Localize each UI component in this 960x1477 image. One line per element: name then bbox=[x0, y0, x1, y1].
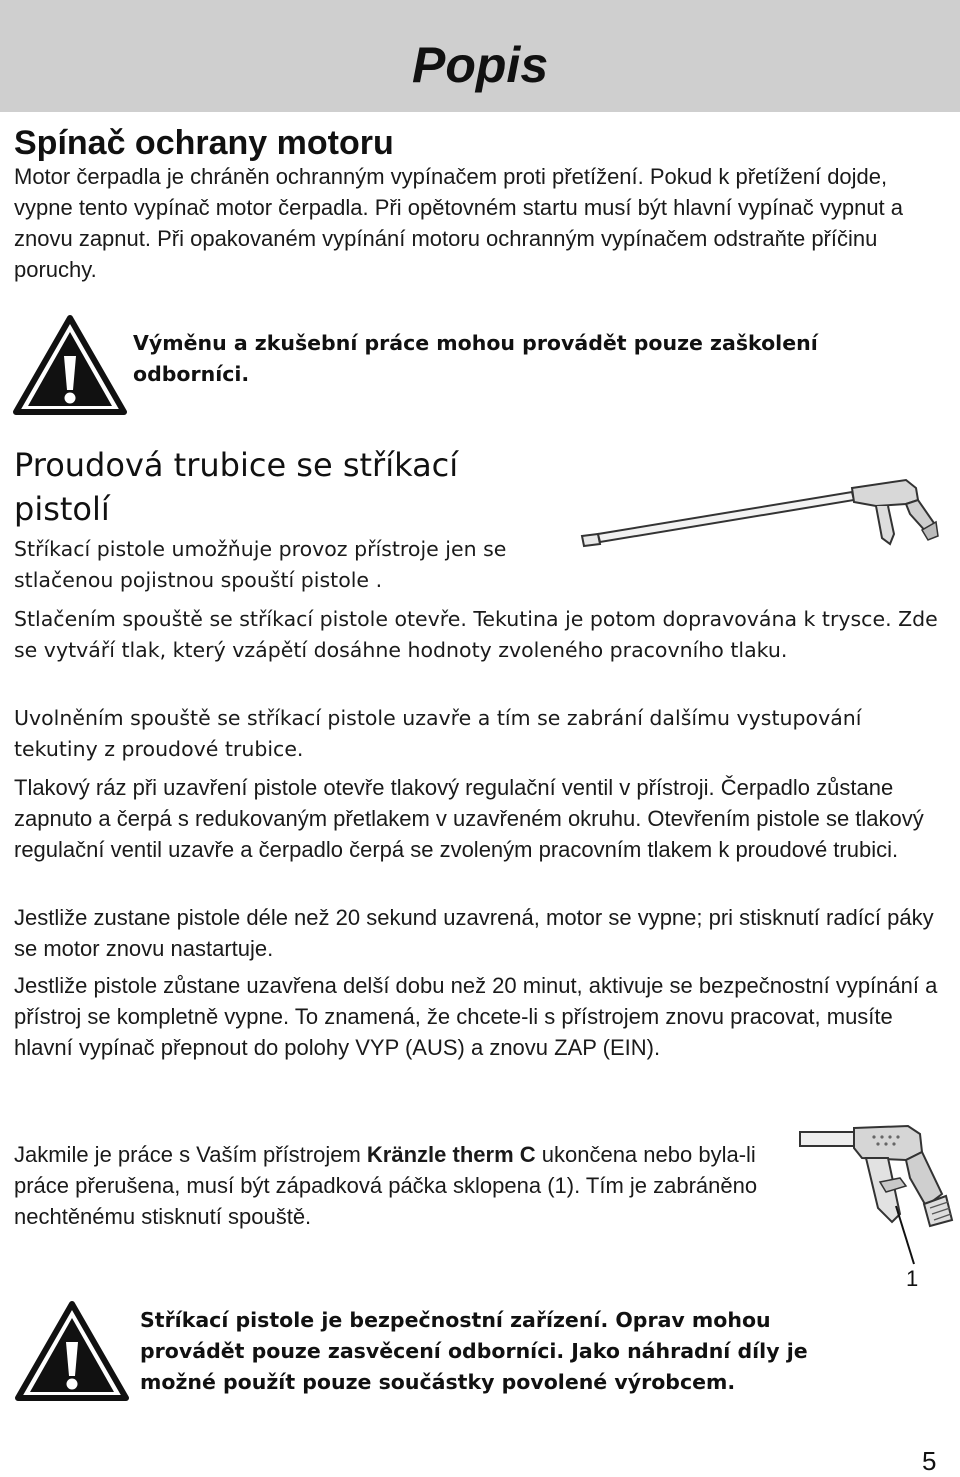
section-title-line2: pistolí bbox=[14, 490, 110, 528]
spray-gun-lance-illustration bbox=[576, 474, 940, 554]
section-title-line1: Proudová trubice se stříkací bbox=[14, 446, 459, 484]
page-header bbox=[0, 0, 960, 112]
page-number: 5 bbox=[922, 1446, 937, 1476]
gun-paragraph-4: Jestliže zustane pistole déle než 20 sekund uzavrená, motor se vypne; pri stisknutí radící páky se motor znovu nastartuje. bbox=[14, 905, 934, 961]
gun-paragraph-3: Tlakový ráz při uzavření pistole otevře tlakový regulační ventil v přístroji. Čerpadlo zůstane zapnuto a čerpá s redukovaným přetlakem v uzavřeném okruhu. Otevřením pistole se tlakový regulační ventil uzavře a čerpadlo čerpá se zvoleným pracovním tlakem k proudové trubici. bbox=[14, 775, 924, 862]
warning-triangle-icon bbox=[12, 314, 128, 418]
warning-triangle-icon-2 bbox=[14, 1300, 130, 1404]
callout-label-1: 1 bbox=[906, 1266, 919, 1291]
spray-gun-lock-lever-illustration bbox=[796, 1122, 956, 1268]
gun-paragraph-1: Stlačením spouště se stříkací pistole otevře. Tekutina je potom dopravována k trysce. Zde se vytváří tlak, který vzápětí dosáhne hodnoty zvoleného pracovního tlaku. bbox=[14, 607, 938, 662]
gun-intro-text: Stříkací pistole umožňuje provoz přístroje jen se stlačenou pojistnou spouští pistole . bbox=[14, 537, 507, 592]
lock-lever-text bbox=[14, 1139, 774, 1232]
lock-lever-text-start: Jakmile je práce s Vaším přístrojem bbox=[14, 1142, 367, 1167]
gun-paragraph-5: Jestliže pistole zůstane uzavřena delší dobu než 20 minut, aktivuje se bezpečnostní vypínání a přístroj se kompletně vypne. To znamená, že chcete-li s přístrojem znovu pracovat, musíte hlavní vypínač přepnout do polohy VYP (AUS) a znovu ZAP (EIN). bbox=[14, 973, 938, 1060]
motor-protection-body: Motor čerpadla je chráněn ochranným vypínačem proti přetížení. Pokud k přetížení dojde, vypne tento vypínač motor čerpadla. Při opětovném startu musí být hlavní vypínač vypnut a znovu zapnut. Při opakovaném vypínání motoru ochranným vypínačem odstraňte příčinu poruchy. bbox=[14, 164, 904, 282]
header-title: Popis bbox=[412, 37, 549, 93]
section-title-motor-protection: Spínač ochrany motoru bbox=[14, 124, 394, 162]
warning-text-safety-device: Stříkací pistole je bezpečnostní zařízení. Oprav mohou provádět pouze zasvěcení odborníci. Jako náhradní díly je možné použít pouze součástky povolené výrobcem. bbox=[140, 1308, 808, 1394]
gun-paragraph-2: Uvolněním spouště se stříkací pistole uzavře a tím se zabrání dalšímu vystupování tekutiny z proudové trubice. bbox=[14, 706, 862, 761]
warning-text-trained-staff: Výměnu a zkušební práce mohou provádět pouze zaškolení odborníci. bbox=[133, 331, 818, 386]
product-name: Kränzle therm C bbox=[366, 1142, 536, 1167]
lock-lever-text-end: ukončena nebo byla-li práce přerušena, musí být západková páčka sklopena (1). Tím je zabráněno nechtěnému stisknutí spouště. bbox=[14, 1142, 758, 1229]
